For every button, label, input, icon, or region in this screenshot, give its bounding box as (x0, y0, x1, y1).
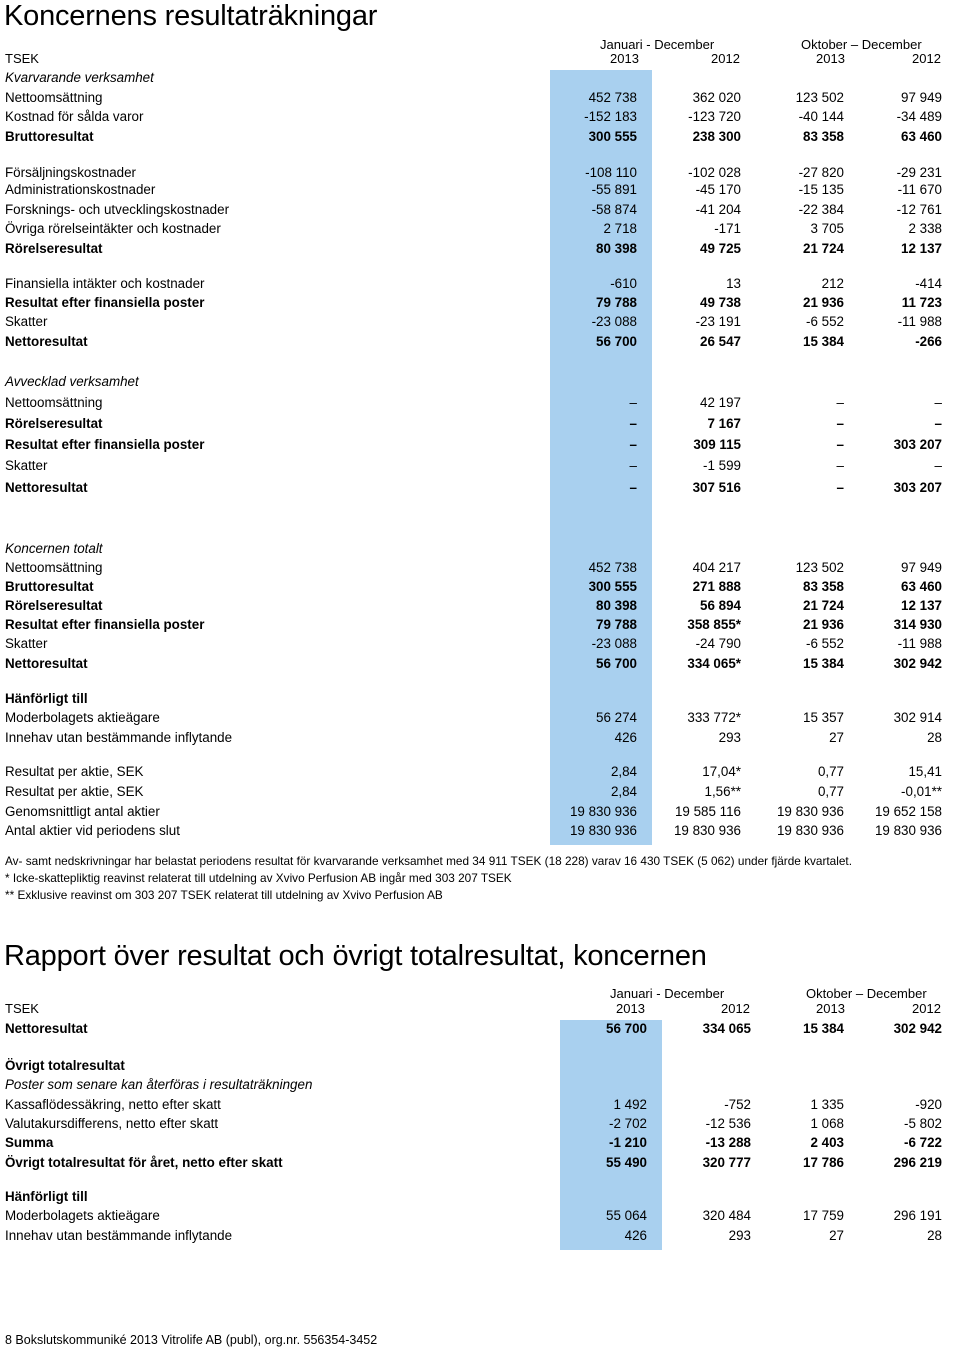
value-2013-full-year: 452 738 (588, 560, 637, 575)
value-2013-q4: 27 (829, 730, 844, 745)
value-2012-full-year: 49 738 (700, 295, 741, 310)
value-2012-full-year: -1 599 (703, 458, 741, 473)
value-2013-q4: 0,77 (817, 784, 844, 799)
header-period-quarter: Oktober – December (801, 37, 922, 52)
value-2013-q4: – (836, 416, 844, 431)
value-2012-full-year: 271 888 (692, 579, 741, 594)
value-2012-q4: -6 722 (904, 1135, 942, 1150)
value-2013-full-year: 80 398 (596, 598, 637, 613)
table-row (0, 456, 950, 476)
value-2013-q4: -22 384 (798, 202, 844, 217)
value-2012-q4: 303 207 (893, 480, 942, 495)
table-row (0, 708, 950, 728)
value-2013-full-year: – (629, 395, 637, 410)
row-label: Övriga rörelseintäkter och kostnader (5, 221, 221, 236)
value-2012-q4: 19 830 936 (874, 823, 942, 838)
row-label: Skatter (5, 458, 48, 473)
row-label: Finansiella intäkter och kostnader (5, 276, 205, 291)
value-2012-q4: 296 191 (893, 1208, 942, 1223)
header2-year-2013-a: 2013 (616, 1001, 645, 1016)
value-2012-full-year: 19 585 116 (674, 804, 741, 819)
header-year-2013-b: 2013 (816, 51, 845, 66)
value-2012-q4: -920 (915, 1097, 942, 1112)
value-2013-q4: 83 358 (803, 579, 844, 594)
value-2012-full-year: 358 855* (687, 617, 741, 632)
table-row (0, 802, 950, 822)
value-2013-q4: 17 759 (803, 1208, 844, 1223)
row-label: Övrigt totalresultat (5, 1058, 125, 1073)
table-row (0, 312, 950, 332)
value-2012-full-year: -23 191 (695, 314, 741, 329)
table-row (0, 1153, 950, 1173)
value-2012-q4: -5 802 (904, 1116, 942, 1131)
row-label: Administrationskostnader (5, 182, 156, 197)
value-2012-full-year: 17,04* (702, 764, 741, 779)
row-label: Summa (5, 1135, 54, 1150)
value-2012-q4: 19 652 158 (874, 804, 942, 819)
footnote-excluding-gain: ** Exklusive reavinst om 303 207 TSEK relaterat till utdelning av Xvivo Perfusion AB (5, 888, 443, 902)
value-2013-q4: – (836, 437, 844, 452)
value-2012-full-year: 334 065 (702, 1021, 751, 1036)
value-2012-q4: 302 914 (893, 710, 942, 725)
value-2012-q4: 303 207 (893, 437, 942, 452)
row-label: Resultat efter finansiella poster (5, 295, 205, 310)
row-label: Genomsnittligt antal aktier (5, 804, 160, 819)
value-2013-full-year: – (629, 437, 637, 452)
value-2013-q4: 21 936 (803, 295, 844, 310)
value-2012-q4: -11 670 (897, 182, 942, 197)
table-row (0, 478, 950, 498)
table-row (0, 762, 950, 782)
table-row (0, 107, 950, 127)
table-row (0, 200, 950, 220)
value-2013-q4: 3 705 (810, 221, 844, 236)
value-2013-full-year: 2,84 (610, 784, 637, 799)
row-label: Skatter (5, 314, 48, 329)
value-2013-full-year: 80 398 (596, 241, 637, 256)
value-2012-full-year: 320 484 (702, 1208, 751, 1223)
value-2012-full-year: 362 020 (692, 90, 741, 105)
value-2012-full-year: 42 197 (700, 395, 741, 410)
row-label: Skatter (5, 636, 48, 651)
row-label: Koncernen totalt (5, 541, 103, 556)
value-2012-full-year: 1,56** (704, 784, 741, 799)
value-2013-full-year: -152 183 (584, 109, 637, 124)
value-2013-q4: -40 144 (798, 109, 844, 124)
value-2013-full-year: -23 088 (591, 636, 637, 651)
row-label: Antal aktier vid periodens slut (5, 823, 180, 838)
value-2012-full-year: 334 065* (687, 656, 741, 671)
row-label: Moderbolagets aktieägare (5, 1208, 160, 1223)
value-2012-full-year: 7 167 (707, 416, 741, 431)
table-row (0, 1226, 950, 1246)
value-2012-q4: 28 (927, 1228, 942, 1243)
table-row (0, 558, 950, 578)
value-2012-q4: -12 761 (896, 202, 942, 217)
row-label: Försäljningskostnader (5, 165, 136, 180)
value-2012-q4: -29 231 (896, 165, 942, 180)
row-label: Rörelseresultat (5, 241, 103, 256)
header-period-full-year: Januari - December (600, 37, 715, 52)
table-row (0, 1095, 950, 1115)
value-2012-full-year: 56 894 (700, 598, 741, 613)
value-2012-full-year: 238 300 (692, 129, 741, 144)
value-2012-full-year: 307 516 (692, 480, 741, 495)
value-2013-q4: 1 335 (810, 1097, 844, 1112)
value-2013-full-year: 426 (624, 1228, 647, 1243)
value-2012-q4: – (934, 458, 942, 473)
value-2012-full-year: 309 115 (693, 437, 741, 452)
value-2012-q4: 63 460 (901, 579, 942, 594)
table-row (0, 372, 950, 392)
value-2012-q4: 296 219 (893, 1155, 942, 1170)
row-label: Resultat per aktie, SEK (5, 784, 144, 799)
row-label: Kassaflödessäkring, netto efter skatt (5, 1097, 221, 1112)
table-row (0, 728, 950, 748)
table-row (0, 1056, 950, 1076)
value-2012-q4: -0,01** (901, 784, 942, 799)
header2-period-quarter: Oktober – December (806, 986, 927, 1001)
value-2013-q4: 123 502 (795, 560, 844, 575)
value-2012-q4: 302 942 (893, 1021, 942, 1036)
value-2013-full-year: 1 492 (613, 1097, 647, 1112)
table-row (0, 1206, 950, 1226)
table-row (0, 180, 950, 200)
row-label: Hänförligt till (5, 691, 88, 706)
value-2013-q4: – (836, 395, 844, 410)
row-label: Hänförligt till (5, 1189, 88, 1204)
table-row (0, 782, 950, 802)
table-row (0, 274, 950, 294)
table-row (0, 634, 950, 654)
page-footer: 8 Bokslutskommuniké 2013 Vitrolife AB (publ), org.nr. 556354-3452 (5, 1333, 378, 1347)
header-tsek: TSEK (5, 51, 39, 66)
value-2012-q4: -34 489 (896, 109, 942, 124)
table-row (0, 219, 950, 239)
row-label: Poster som senare kan återföras i resultaträkningen (5, 1077, 313, 1092)
row-label: Rörelseresultat (5, 598, 103, 613)
value-2012-full-year: -752 (724, 1097, 751, 1112)
row-label: Innehav utan bestämmande inflytande (5, 1228, 233, 1243)
value-2013-full-year: 56 700 (606, 1021, 647, 1036)
header-year-2012-a: 2012 (711, 51, 740, 66)
value-2013-full-year: 56 700 (596, 656, 637, 671)
value-2012-q4: – (934, 395, 942, 410)
value-2013-full-year: -23 088 (591, 314, 637, 329)
table-row (0, 88, 950, 108)
table-row (0, 293, 950, 313)
table-row (0, 615, 950, 635)
value-2012-full-year: 13 (726, 276, 741, 291)
value-2013-q4: 1 068 (810, 1116, 844, 1131)
value-2013-full-year: 19 830 936 (569, 804, 637, 819)
row-label: Nettoomsättning (5, 560, 103, 575)
value-2013-full-year: 300 555 (588, 579, 637, 594)
table-row (0, 1187, 950, 1207)
row-label: Avvecklad verksamhet (5, 374, 139, 389)
value-2013-q4: – (836, 480, 844, 495)
table-row (0, 539, 950, 559)
header-year-2012-b: 2012 (912, 51, 941, 66)
table-row (0, 68, 950, 88)
value-2013-full-year: -58 874 (591, 202, 637, 217)
table-row (0, 393, 950, 413)
value-2013-full-year: 56 274 (596, 710, 637, 725)
value-2012-q4: 302 942 (893, 656, 942, 671)
value-2013-q4: 0,77 (817, 764, 844, 779)
value-2013-q4: 17 786 (803, 1155, 844, 1170)
value-2012-q4: 12 137 (901, 598, 942, 613)
value-2012-full-year: -13 288 (705, 1135, 751, 1150)
row-label: Moderbolagets aktieägare (5, 710, 160, 725)
header2-year-2012-a: 2012 (721, 1001, 750, 1016)
value-2012-full-year: 49 725 (700, 241, 741, 256)
page-title: Koncernens resultaträkningar (4, 0, 378, 32)
value-2013-full-year: 56 700 (596, 334, 637, 349)
value-2012-full-year: -102 028 (688, 165, 741, 180)
value-2013-full-year: 452 738 (588, 90, 637, 105)
row-label: Nettoresultat (5, 656, 88, 671)
table-row (0, 1133, 950, 1153)
value-2013-q4: 21 724 (803, 241, 844, 256)
row-label: Övrigt totalresultat för året, netto efter skatt (5, 1155, 283, 1170)
row-label: Nettoresultat (5, 480, 88, 495)
row-label: Kostnad för sålda varor (5, 109, 144, 124)
value-2012-full-year: 19 830 936 (673, 823, 741, 838)
value-2013-q4: 15 384 (803, 656, 844, 671)
value-2012-q4: 12 137 (901, 241, 942, 256)
value-2013-full-year: – (629, 416, 637, 431)
table-row (0, 821, 950, 841)
row-label: Resultat per aktie, SEK (5, 764, 144, 779)
footnote-tax-exempt: * Icke-skattepliktig reavinst relaterat till utdelning av Xvivo Perfusion AB ingår med 303 207 TSEK (5, 871, 512, 885)
row-label: Bruttoresultat (5, 579, 94, 594)
value-2012-q4: – (934, 416, 942, 431)
row-label: Bruttoresultat (5, 129, 94, 144)
value-2013-full-year: 79 788 (596, 295, 637, 310)
value-2013-full-year: 426 (614, 730, 637, 745)
value-2013-q4: -6 552 (806, 636, 844, 651)
value-2012-q4: 63 460 (901, 129, 942, 144)
value-2012-q4: 28 (927, 730, 942, 745)
value-2012-full-year: 26 547 (700, 334, 741, 349)
value-2013-q4: 21 724 (803, 598, 844, 613)
value-2013-q4: 2 403 (810, 1135, 844, 1150)
value-2013-q4: 15 384 (803, 334, 844, 349)
value-2013-full-year: -1 210 (609, 1135, 647, 1150)
value-2012-q4: 15,41 (908, 764, 942, 779)
value-2012-q4: 11 723 (901, 295, 942, 310)
value-2013-q4: -15 135 (798, 182, 844, 197)
value-2012-full-year: -12 536 (705, 1116, 751, 1131)
row-label: Nettoomsättning (5, 90, 103, 105)
value-2012-q4: -266 (915, 334, 942, 349)
row-label: Nettoresultat (5, 334, 88, 349)
value-2012-full-year: 293 (728, 1228, 751, 1243)
value-2012-q4: -11 988 (897, 314, 942, 329)
value-2012-full-year: -123 720 (688, 109, 741, 124)
table-row (0, 1019, 950, 1039)
row-label: Nettoomsättning (5, 395, 103, 410)
value-2013-q4: 212 (821, 276, 844, 291)
table-row (0, 332, 950, 352)
value-2013-q4: -27 820 (798, 165, 844, 180)
value-2012-full-year: -45 170 (695, 182, 741, 197)
row-label: Resultat efter finansiella poster (5, 437, 205, 452)
value-2013-full-year: 79 788 (596, 617, 637, 632)
value-2013-full-year: 55 064 (606, 1208, 647, 1223)
value-2013-q4: 19 830 936 (776, 823, 844, 838)
footnote-depreciation: Av- samt nedskrivningar har belastat periodens resultat för kvarvarande verksamhet med 34 911 TSEK (18 228) varav 16 430 TSEK (5 062) under fjärde kvartalet. (5, 854, 852, 868)
table-row (0, 435, 950, 455)
table-row (0, 689, 950, 709)
value-2013-q4: 21 936 (803, 617, 844, 632)
value-2013-q4: 27 (829, 1228, 844, 1243)
value-2012-q4: 314 930 (893, 617, 942, 632)
value-2013-q4: -6 552 (806, 314, 844, 329)
value-2013-full-year: – (629, 458, 637, 473)
value-2013-full-year: 55 490 (606, 1155, 647, 1170)
value-2012-q4: 97 949 (901, 90, 942, 105)
value-2013-q4: 15 357 (803, 710, 844, 725)
table-row (0, 577, 950, 597)
value-2012-q4: -11 988 (897, 636, 942, 651)
header2-year-2013-b: 2013 (816, 1001, 845, 1016)
row-label: Innehav utan bestämmande inflytande (5, 730, 233, 745)
value-2013-q4: – (836, 458, 844, 473)
row-label: Valutakursdifferens, netto efter skatt (5, 1116, 219, 1131)
value-2013-full-year: -55 891 (591, 182, 637, 197)
value-2012-full-year: 404 217 (692, 560, 741, 575)
table-row (0, 239, 950, 259)
header2-period-full-year: Januari - December (610, 986, 725, 1001)
value-2013-full-year: -610 (610, 276, 637, 291)
value-2012-q4: 97 949 (901, 560, 942, 575)
value-2013-full-year: 2 718 (603, 221, 637, 236)
table-row (0, 596, 950, 616)
row-label: Forsknings- och utvecklingskostnader (5, 202, 230, 217)
value-2012-q4: 2 338 (908, 221, 942, 236)
value-2013-full-year: 19 830 936 (569, 823, 637, 838)
table-row (0, 654, 950, 674)
header2-year-2012-b: 2012 (912, 1001, 941, 1016)
value-2012-full-year: -171 (714, 221, 741, 236)
value-2012-full-year: 320 777 (702, 1155, 751, 1170)
header2-tsek: TSEK (5, 1001, 39, 1016)
value-2012-full-year: 333 772* (687, 710, 741, 725)
section-title: Rapport över resultat och övrigt totalresultat, koncernen (4, 940, 707, 972)
value-2013-full-year: -108 110 (585, 165, 637, 180)
table-row (0, 127, 950, 147)
row-label: Kvarvarande verksamhet (5, 70, 154, 85)
value-2013-q4: 15 384 (803, 1021, 844, 1036)
value-2013-q4: 19 830 936 (776, 804, 844, 819)
value-2013-full-year: 2,84 (610, 764, 637, 779)
table-row (0, 414, 950, 434)
table-row (0, 1075, 950, 1095)
value-2012-full-year: -41 204 (695, 202, 741, 217)
row-label: Resultat efter finansiella poster (5, 617, 205, 632)
row-label: Nettoresultat (5, 1021, 88, 1036)
row-label: Rörelseresultat (5, 416, 103, 431)
value-2013-full-year: – (629, 480, 637, 495)
table-row (0, 1114, 950, 1134)
value-2013-full-year: -2 702 (609, 1116, 647, 1131)
value-2012-q4: -414 (915, 276, 942, 291)
value-2012-full-year: 293 (718, 730, 741, 745)
value-2012-full-year: -24 790 (695, 636, 741, 651)
value-2013-q4: 123 502 (795, 90, 844, 105)
value-2013-full-year: 300 555 (588, 129, 637, 144)
value-2013-q4: 83 358 (803, 129, 844, 144)
header-year-2013-a: 2013 (610, 51, 639, 66)
